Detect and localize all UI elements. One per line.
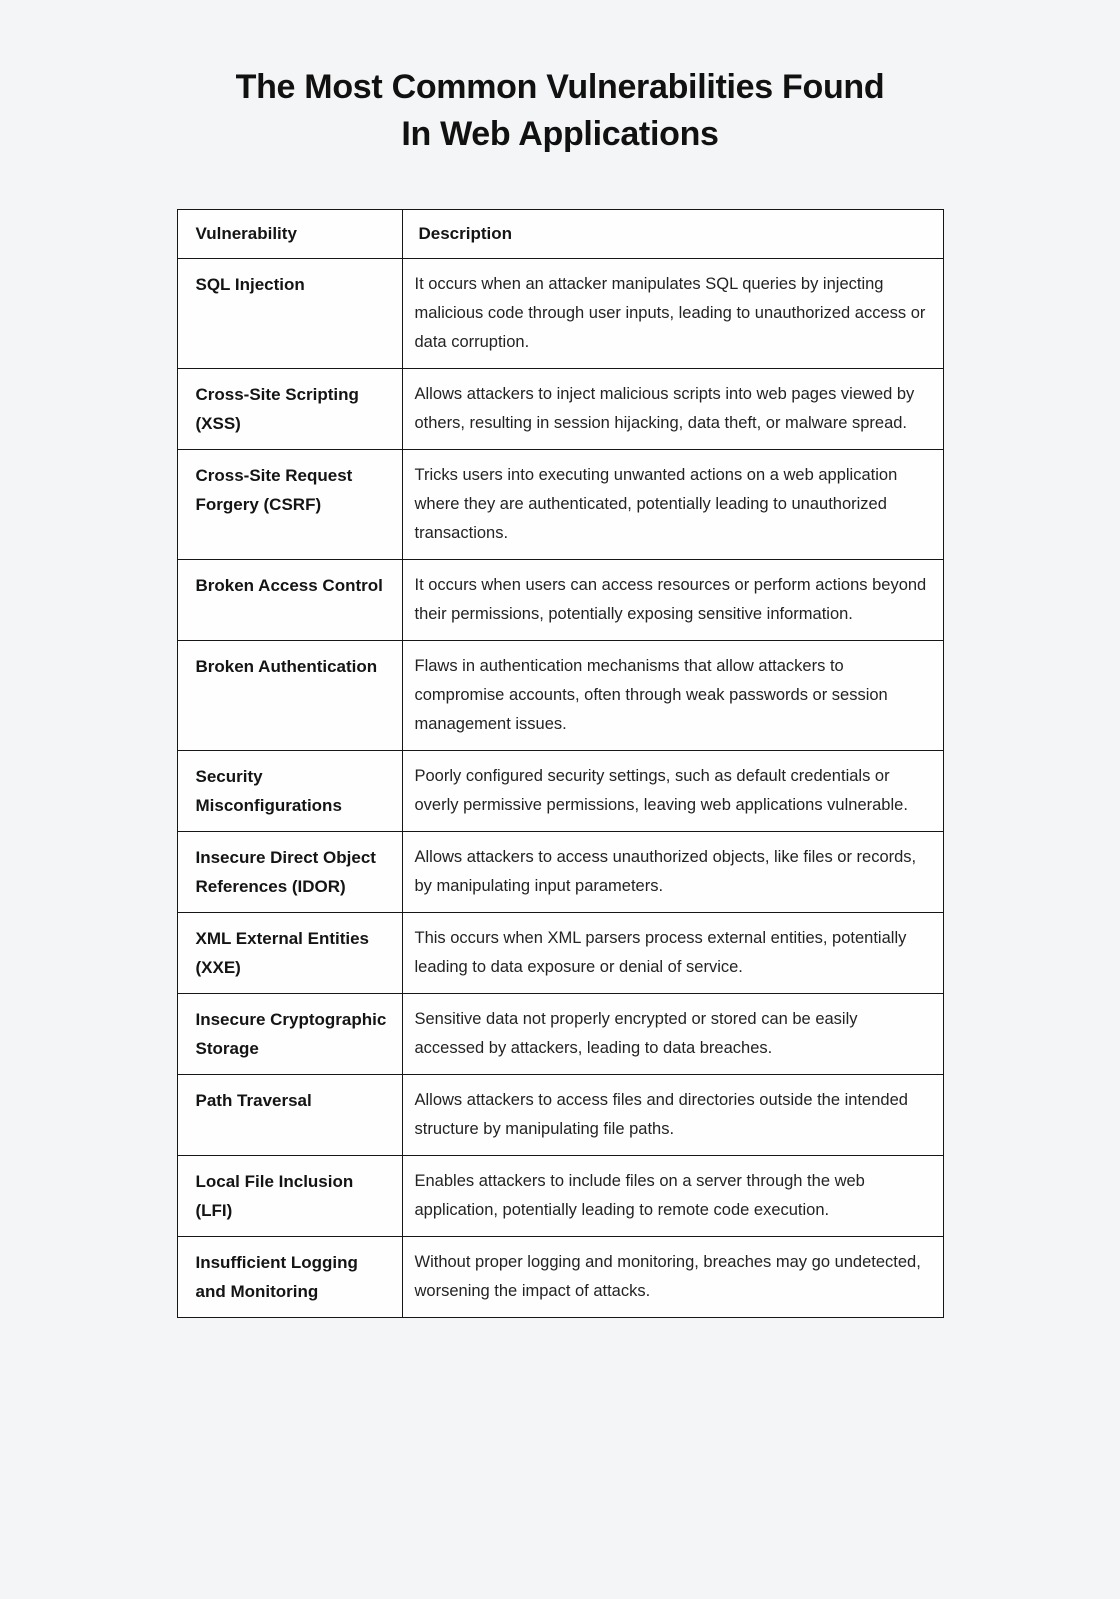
vulnerability-table bbox=[177, 209, 944, 1318]
table-row bbox=[177, 641, 943, 751]
description-cell: It occurs when an attacker manipulates SQL queries by injecting malicious code through user inputs, leading to unauthorized access or data corruption. bbox=[402, 259, 943, 369]
table-row bbox=[177, 832, 943, 913]
page-title-line-2: In Web Applications bbox=[401, 115, 719, 153]
description-cell: It occurs when users can access resources or perform actions beyond their permissions, potentially exposing sensitive information. bbox=[402, 560, 943, 641]
table-row bbox=[177, 259, 943, 369]
vulnerability-cell: SQL Injection bbox=[177, 259, 402, 369]
vulnerability-cell: XML External Entities (XXE) bbox=[177, 913, 402, 994]
vulnerability-cell: Security Misconfigurations bbox=[177, 751, 402, 832]
table-row bbox=[177, 994, 943, 1075]
description-cell: Allows attackers to access unauthorized objects, like files or records, by manipulating input parameters. bbox=[402, 832, 943, 913]
description-cell: Enables attackers to include files on a server through the web application, potentially leading to remote code execution. bbox=[402, 1156, 943, 1237]
vulnerability-cell: Cross-Site Scripting (XSS) bbox=[177, 369, 402, 450]
vulnerability-cell: Insecure Cryptographic Storage bbox=[177, 994, 402, 1075]
table-row bbox=[177, 450, 943, 560]
description-cell: Sensitive data not properly encrypted or stored can be easily accessed by attackers, leading to data breaches. bbox=[402, 994, 943, 1075]
vulnerability-cell: Cross-Site Request Forgery (CSRF) bbox=[177, 450, 402, 560]
table-body bbox=[177, 259, 943, 1318]
description-cell: Poorly configured security settings, such as default credentials or overly permissive permissions, leaving web applications vulnerable. bbox=[402, 751, 943, 832]
page-title-line-1: The Most Common Vulnerabilities Found bbox=[235, 68, 885, 106]
table-row bbox=[177, 1156, 943, 1237]
vulnerability-cell: Insecure Direct Object References (IDOR) bbox=[177, 832, 402, 913]
table-row bbox=[177, 751, 943, 832]
description-cell: Allows attackers to access files and directories outside the intended structure by manipulating file paths. bbox=[402, 1075, 943, 1156]
column-header-description: Description bbox=[402, 210, 943, 259]
vulnerability-cell: Path Traversal bbox=[177, 1075, 402, 1156]
table-row bbox=[177, 1237, 943, 1318]
column-header-vulnerability: Vulnerability bbox=[177, 210, 402, 259]
description-cell: Tricks users into executing unwanted actions on a web application where they are authenticated, potentially leading to unauthorized transactions. bbox=[402, 450, 943, 560]
description-cell: This occurs when XML parsers process external entities, potentially leading to data exposure or denial of service. bbox=[402, 913, 943, 994]
description-cell: Allows attackers to inject malicious scripts into web pages viewed by others, resulting in session hijacking, data theft, or malware spread. bbox=[402, 369, 943, 450]
table-row bbox=[177, 913, 943, 994]
description-cell: Without proper logging and monitoring, breaches may go undetected, worsening the impact of attacks. bbox=[402, 1237, 943, 1318]
vulnerability-cell: Insufficient Logging and Monitoring bbox=[177, 1237, 402, 1318]
table-header-row bbox=[177, 210, 943, 259]
description-cell: Flaws in authentication mechanisms that allow attackers to compromise accounts, often through weak passwords or session management issues. bbox=[402, 641, 943, 751]
table-row bbox=[177, 560, 943, 641]
page-title bbox=[130, 64, 990, 158]
page bbox=[0, 64, 1120, 1599]
table-row bbox=[177, 369, 943, 450]
table-header bbox=[177, 210, 943, 259]
vulnerability-cell: Broken Authentication bbox=[177, 641, 402, 751]
vulnerability-cell: Broken Access Control bbox=[177, 560, 402, 641]
vulnerability-cell: Local File Inclusion (LFI) bbox=[177, 1156, 402, 1237]
table-row bbox=[177, 1075, 943, 1156]
